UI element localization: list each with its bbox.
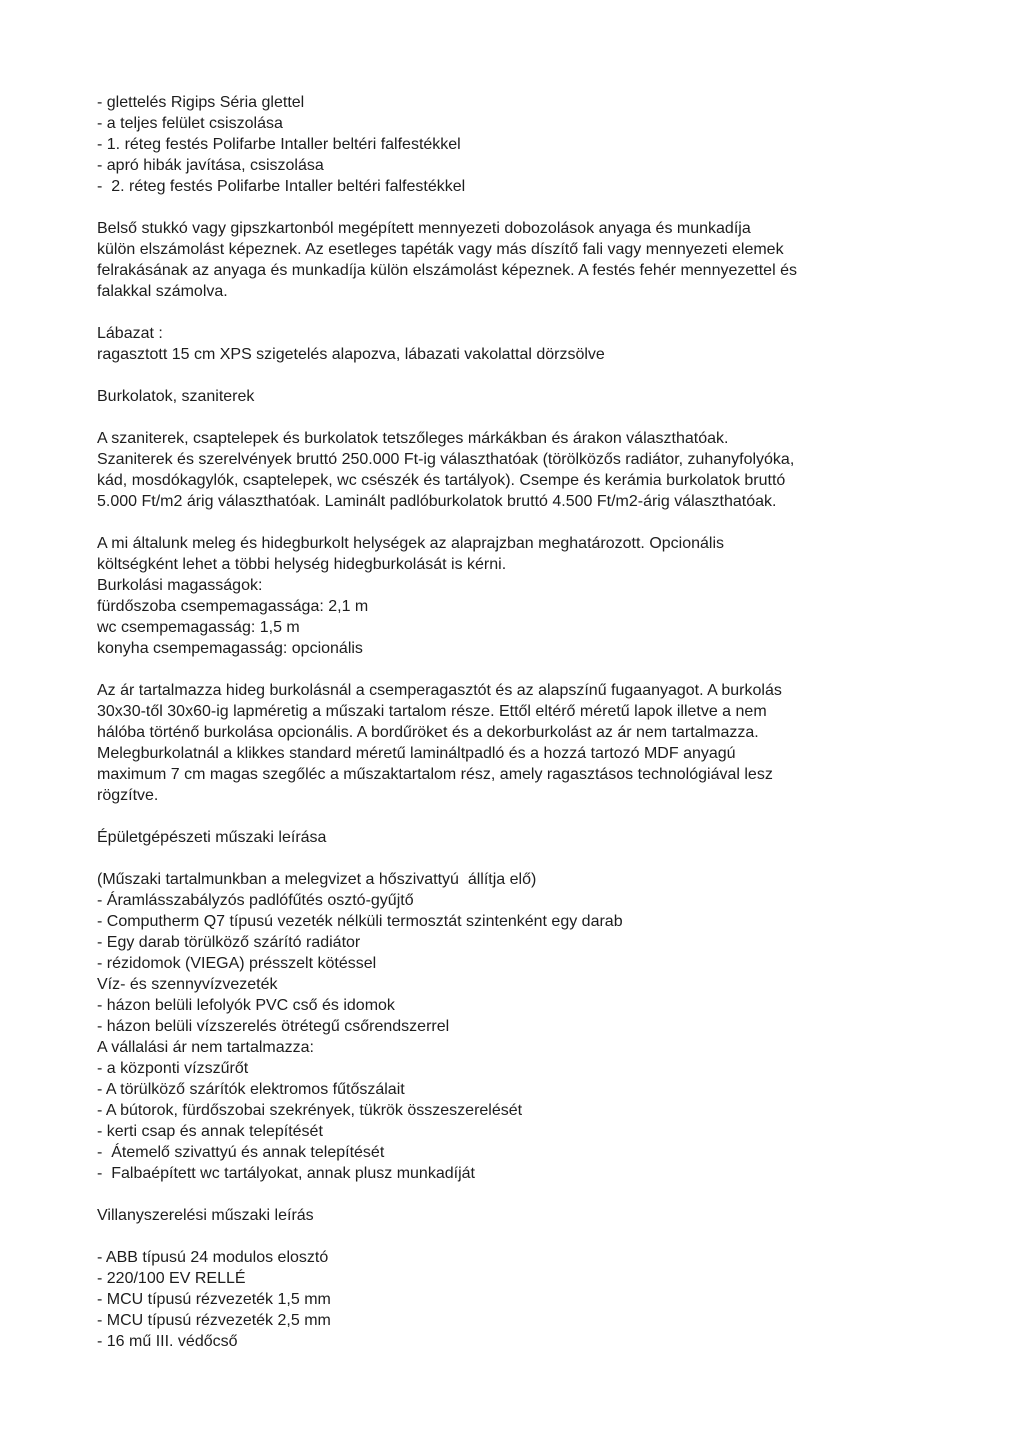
- text-line: 30x30-től 30x60-ig lapméretig a műszaki tartalom része. Ettől eltérő méretű lapok illetve a nem: [97, 703, 767, 720]
- text-line: Az ár tartalmazza hideg burkolásnál a csemperagasztót és az alapszínű fugaanyagot. A burkolás: [97, 682, 782, 699]
- document-content: [97, 92, 967, 1352]
- text-line: - Átemelő szivattyú és annak telepítését: [97, 1144, 385, 1161]
- text-line: A szaniterek, csaptelepek és burkolatok tetszőleges márkákban és árakon választhatóak.: [97, 430, 729, 447]
- text-line: - apró hibák javítása, csiszolása: [97, 157, 324, 174]
- text-line: - rézidomok (VIEGA) présszelt kötéssel: [97, 955, 377, 972]
- text-block: [97, 680, 967, 806]
- text-block: [97, 428, 967, 512]
- text-line: hálóba történő burkolása opcionális. A bordűröket és a dekorburkolást az ár nem tartalmazza.: [97, 724, 759, 741]
- text-line: Szaniterek és szerelvények bruttó 250.000 Ft-ig választhatóak (törölközős radiátor, zuhanyfolyóka,: [97, 451, 795, 468]
- text-line: konyha csempemagasság: opcionális: [97, 640, 363, 657]
- section-heading: [97, 1205, 967, 1226]
- text-line: - kerti csap és annak telepítését: [97, 1123, 323, 1140]
- text-line: - 2. réteg festés Polifarbe Intaller beltéri falfestékkel: [97, 178, 466, 195]
- text-line: - Falbaépített wc tartályokat, annak plusz munkadíját: [97, 1165, 475, 1182]
- text-line: - 16 mű III. védőcső: [97, 1333, 238, 1350]
- text-line: falakkal számolva.: [97, 283, 228, 300]
- text-line: rögzítve.: [97, 787, 159, 804]
- text-block: [97, 1247, 967, 1352]
- text-line: - A törülköző szárítók elektromos fűtőszálait: [97, 1081, 405, 1098]
- text-line: ragasztott 15 cm XPS szigetelés alapozva, lábazati vakolattal dörzsölve: [97, 346, 605, 363]
- text-block: [97, 323, 967, 365]
- text-block: [97, 533, 967, 659]
- text-line: maximum 7 cm magas szegőléc a műszaktartalom rész, amely ragasztásos technológiával lesz: [97, 766, 773, 783]
- text-line: Burkolási magasságok:: [97, 577, 263, 594]
- text-line: felrakásának az anyaga és munkadíja külön elszámolást képeznek. A festés fehér mennyezettel és: [97, 262, 797, 279]
- text-line: - MCU típusú rézvezeték 1,5 mm: [97, 1291, 331, 1308]
- section-heading: [97, 827, 967, 848]
- text-line: 5.000 Ft/m2 árig választhatóak. Laminált padlóburkolatok bruttó 4.500 Ft/m2-árig választhatóak.: [97, 493, 777, 510]
- text-line: Víz- és szennyvízvezeték: [97, 976, 278, 993]
- text-line: - glettelés Rigips Séria glettel: [97, 94, 305, 111]
- text-line: fürdőszoba csempemagassága: 2,1 m: [97, 598, 369, 615]
- text-line: költségként lehet a többi helység hidegburkolását is kérni.: [97, 556, 507, 573]
- text-line: - A bútorok, fürdőszobai szekrények, tükrök összeszerelését: [97, 1102, 523, 1119]
- text-line: - házon belüli vízszerelés ötrétegű csőrendszerrel: [97, 1018, 450, 1035]
- text-line: kád, mosdókagylók, csaptelepek, wc csészék és tartályok). Csempe és kerámia burkolatok bruttó: [97, 472, 786, 489]
- text-line: A vállalási ár nem tartalmazza:: [97, 1039, 314, 1056]
- text-line: - Computherm Q7 típusú vezeték nélküli termosztát szintenként egy darab: [97, 913, 623, 930]
- text-line: - Egy darab törülköző szárító radiátor: [97, 934, 361, 951]
- text-line: - a teljes felület csiszolása: [97, 115, 283, 132]
- text-line: - Áramlásszabályzós padlófűtés osztó-gyűjtő: [97, 892, 414, 909]
- text-line: Lábazat :: [97, 325, 163, 342]
- text-block: [97, 92, 967, 197]
- text-line: Épületgépészeti műszaki leírása: [97, 829, 327, 846]
- text-block: [97, 869, 967, 1184]
- text-line: külön elszámolást képeznek. Az esetleges tapéták vagy más díszítő fali vagy mennyezeti elemek: [97, 241, 784, 258]
- text-line: wc csempemagasság: 1,5 m: [97, 619, 300, 636]
- text-line: - 220/100 EV RELLÉ: [97, 1270, 246, 1287]
- text-line: - 1. réteg festés Polifarbe Intaller beltéri falfestékkel: [97, 136, 461, 153]
- text-line: (Műszaki tartalmunkban a melegvizet a hőszivattyú állítja elő): [97, 871, 537, 888]
- text-line: - ABB típusú 24 modulos elosztó: [97, 1249, 329, 1266]
- text-line: Villanyszerelési műszaki leírás: [97, 1207, 314, 1224]
- text-line: A mi általunk meleg és hidegburkolt helységek az alaprajzban meghatározott. Opcionális: [97, 535, 725, 552]
- text-line: Melegburkolatnál a klikkes standard méretű lamináltpadló és a hozzá tartozó MDF anyagú: [97, 745, 736, 762]
- text-line: - a központi vízszűrőt: [97, 1060, 249, 1077]
- text-line: Burkolatok, szaniterek: [97, 388, 255, 405]
- text-block: [97, 218, 967, 302]
- text-line: - házon belüli lefolyók PVC cső és idomok: [97, 997, 395, 1014]
- text-line: Belső stukkó vagy gipszkartonból megépített mennyezeti dobozolások anyaga és munkadíja: [97, 220, 751, 237]
- text-line: - MCU típusú rézvezeték 2,5 mm: [97, 1312, 331, 1329]
- section-heading: [97, 386, 967, 407]
